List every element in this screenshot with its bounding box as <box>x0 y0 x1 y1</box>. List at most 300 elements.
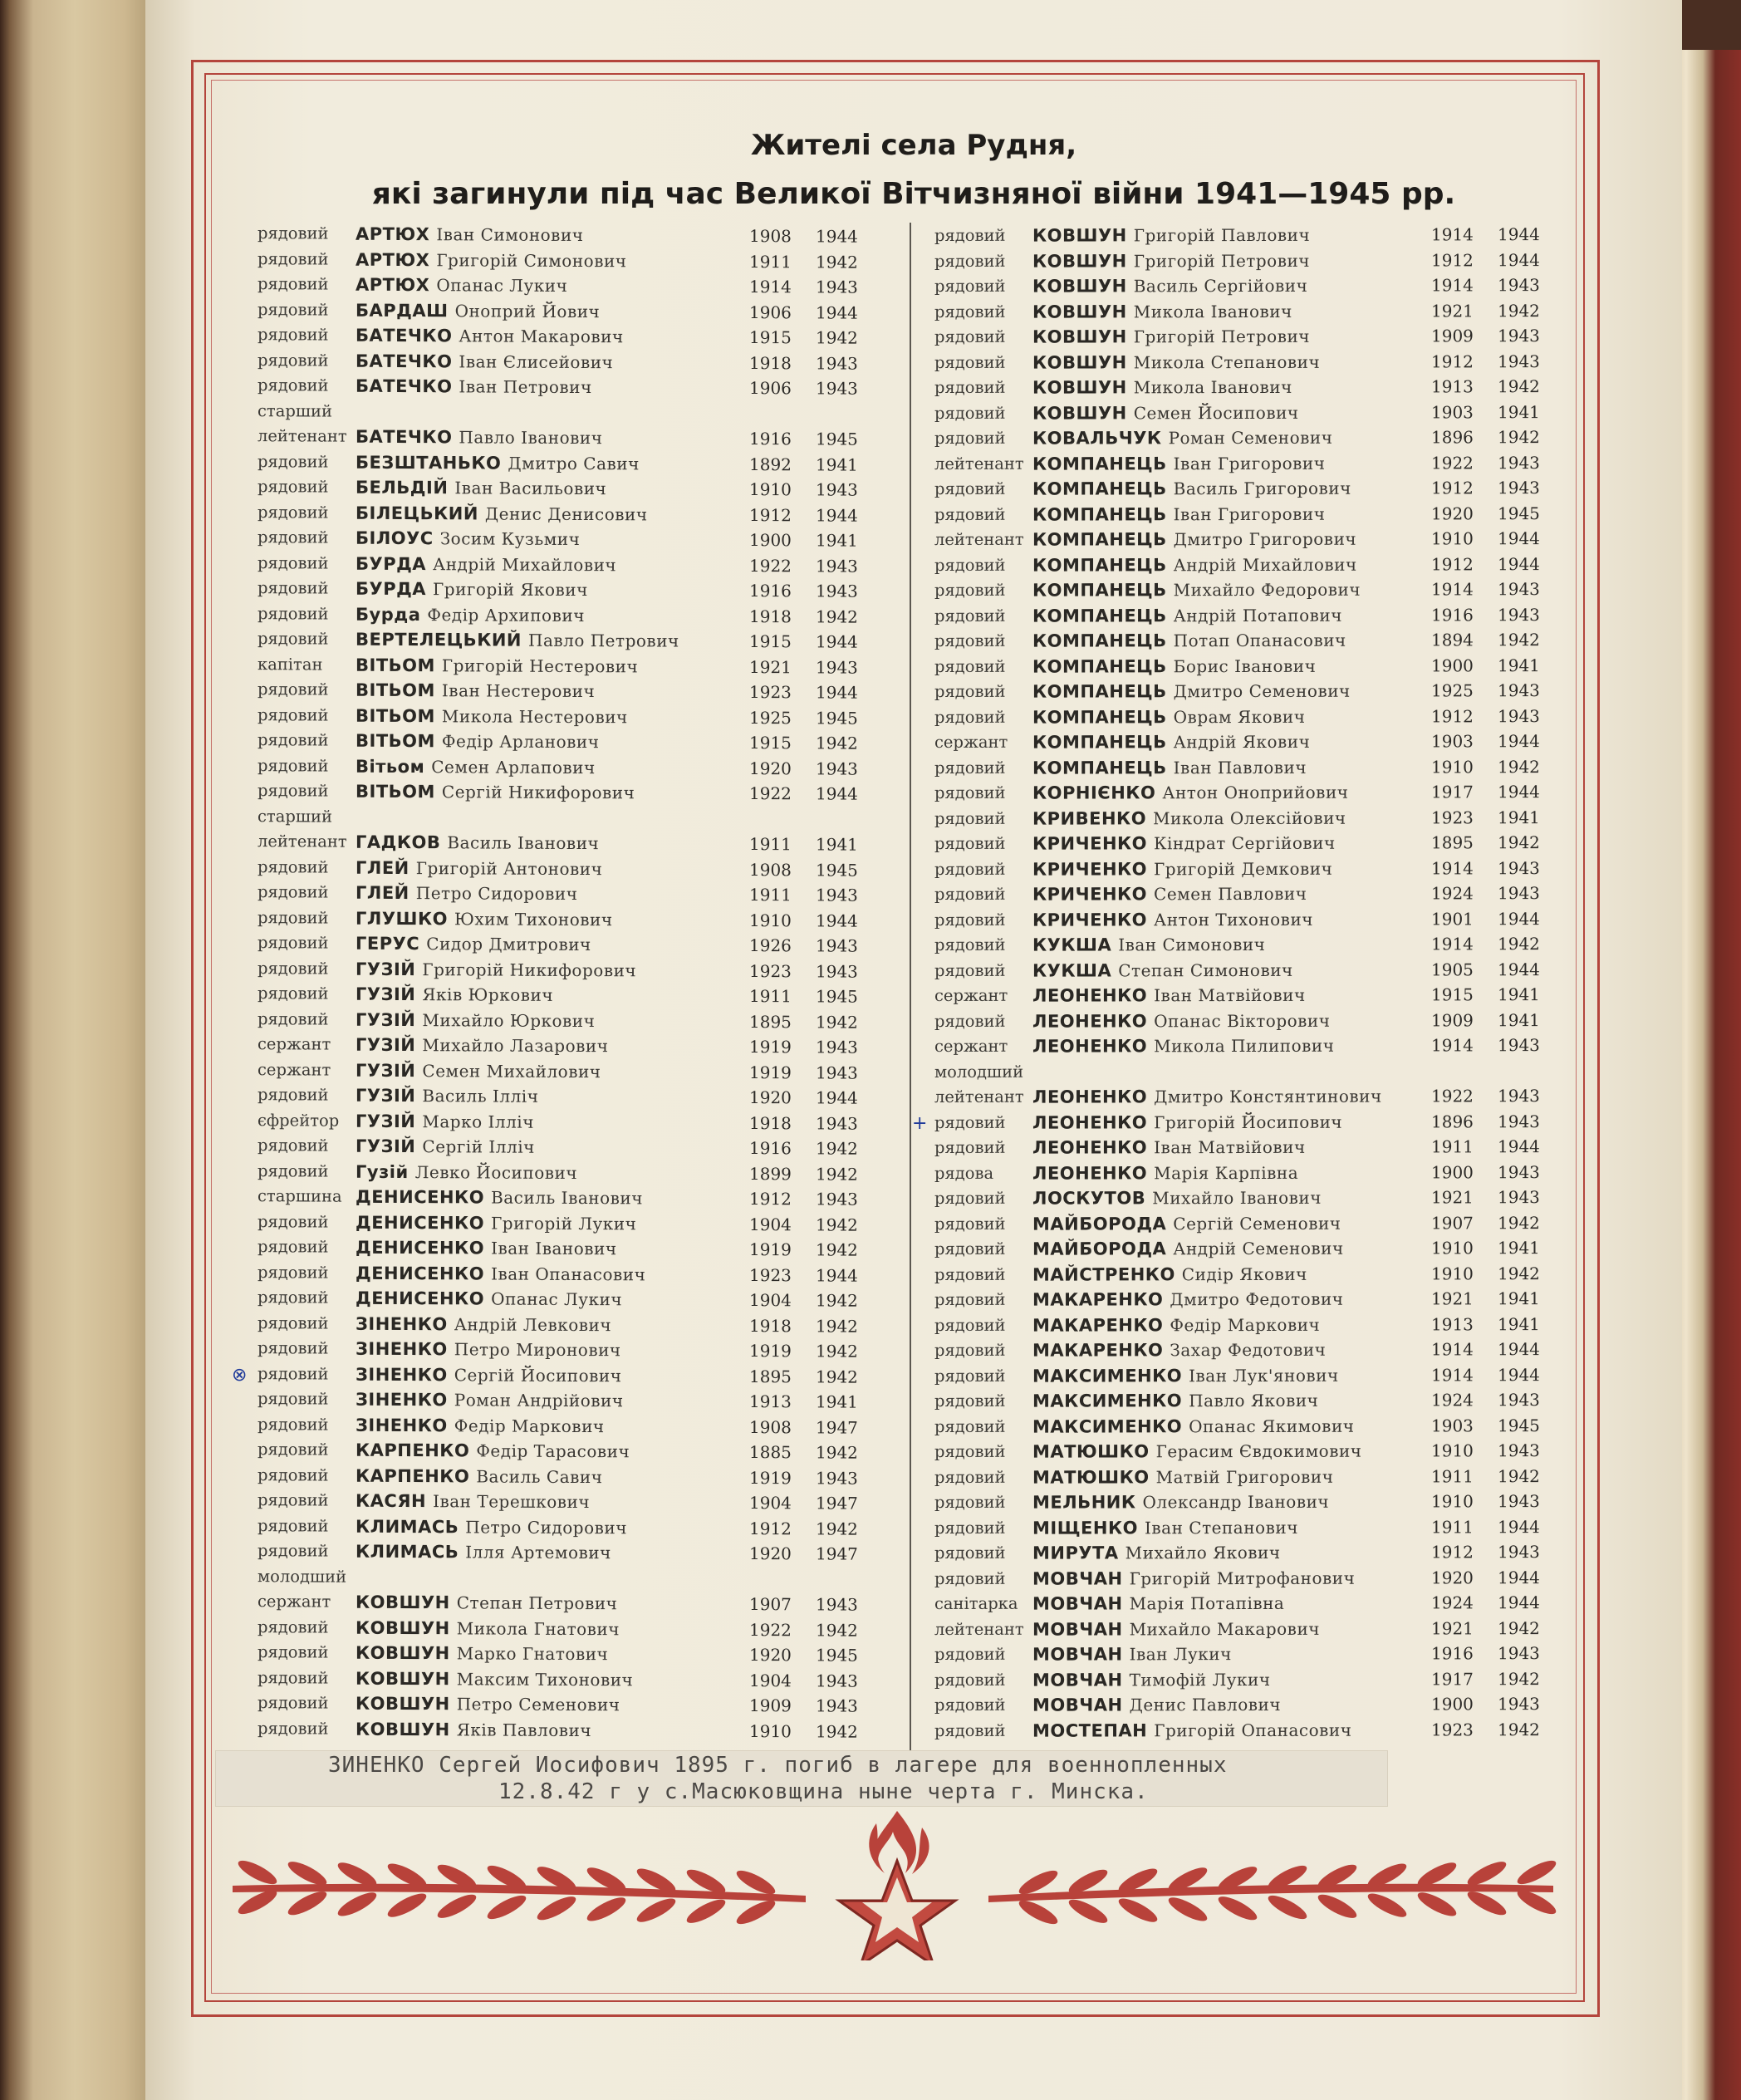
rank: сержант <box>934 732 1008 752</box>
rank: сержант <box>257 1034 331 1054</box>
surname: МОВЧАН Тимофій Лукич <box>1032 1669 1271 1690</box>
given-names: Опанас Якимович <box>1189 1416 1355 1436</box>
death-year: 1944 <box>1498 553 1540 574</box>
list-row <box>934 1387 1566 1414</box>
rank: рядовий <box>257 1389 329 1409</box>
death-year: 1942 <box>816 1442 858 1463</box>
birth-year: 1911 <box>749 251 792 272</box>
given-names: Андрій Якович <box>1173 731 1311 753</box>
list-row <box>934 272 1566 299</box>
given-names: Семен Йосипович <box>1133 402 1299 423</box>
rank: рядовий <box>934 504 1006 524</box>
birth-year: 1923 <box>1431 1719 1474 1739</box>
rank: рядовий <box>257 223 329 243</box>
given-names: Григорій Петрович <box>1133 250 1311 271</box>
death-year: 1943 <box>816 758 858 779</box>
death-year: 1943 <box>1498 351 1540 371</box>
surname: ДЕНИСЕНКО Василь Іванович <box>356 1186 643 1209</box>
list-row <box>934 1235 1566 1262</box>
death-year: 1943 <box>1498 883 1540 904</box>
surname: ГАДКОВ Василь Іванович <box>356 832 600 854</box>
surname: КОМПАНЕЦЬ Потап Опанасович <box>1032 630 1346 651</box>
list-row <box>934 1185 1566 1211</box>
surname: КОВШУН Микола Степанович <box>1032 351 1321 373</box>
death-year: 1942 <box>1498 1617 1540 1638</box>
rank: рядовий <box>934 884 1006 904</box>
given-names: Федір Маркович <box>1170 1314 1321 1335</box>
list-row <box>257 247 889 275</box>
surname: КРИЧЕНКО Семен Павлович <box>1032 883 1307 905</box>
given-names: Микола Пилипович <box>1154 1035 1335 1057</box>
rank: рядовий <box>257 1288 329 1308</box>
list-row <box>934 374 1566 400</box>
given-names: Тимофій Лукич <box>1129 1669 1271 1690</box>
rank: рядовий <box>257 730 329 750</box>
list-row <box>257 322 889 351</box>
birth-year: 1912 <box>1431 478 1474 498</box>
surname: ГУЗІЙ Михайло Лазарович <box>356 1034 609 1057</box>
rank: рядовий <box>257 1085 329 1105</box>
surname: КУКША Іван Симонович <box>1032 934 1266 955</box>
surname: БЕЛЬДІЙ Іван Васильович <box>356 477 607 499</box>
rank: рядовий <box>257 1237 329 1257</box>
surname: КОМПАНЕЦЬ Оврам Якович <box>1032 706 1306 728</box>
list-row <box>934 577 1566 603</box>
surname: МОВЧАН Денис Павлович <box>1032 1694 1282 1715</box>
list-row <box>934 1160 1566 1186</box>
birth-year: 1904 <box>749 1214 792 1234</box>
given-names: Сидор Дмитрович <box>426 934 591 955</box>
surname: ЛЕОНЕНКО Григорій Йосипович <box>1032 1111 1343 1133</box>
surname: КОМПАНЕЦЬ Іван Григорович <box>1032 453 1326 474</box>
birth-year: 1914 <box>1431 934 1474 954</box>
birth-year: 1914 <box>1431 275 1474 296</box>
list-row <box>257 1538 889 1567</box>
rank: рядова <box>934 1163 994 1183</box>
death-year: 1947 <box>816 1493 858 1514</box>
list-row <box>257 1082 889 1111</box>
rank: рядовий <box>934 1340 1006 1360</box>
surname: МЕЛЬНИК Олександр Іванович <box>1032 1491 1330 1513</box>
rank: рядовий <box>257 274 329 294</box>
star-icon <box>839 1861 955 1960</box>
list-row <box>257 399 889 427</box>
rank: рядовий <box>257 933 329 953</box>
list-row <box>257 1564 889 1592</box>
surname: ЛЕОНЕНКО Марія Карпівна <box>1032 1162 1299 1184</box>
death-year: 1945 <box>816 707 858 729</box>
rank: сержант <box>257 1592 331 1612</box>
list-row <box>257 373 889 401</box>
birth-year: 1912 <box>749 504 792 525</box>
birth-year: 1910 <box>1431 1491 1474 1512</box>
surname: МОВЧАН Михайло Макарович <box>1032 1618 1320 1640</box>
rank: рядовий <box>257 958 329 979</box>
list-row <box>257 880 889 908</box>
rank: рядовий <box>934 1011 1006 1031</box>
birth-year: 1912 <box>1431 705 1474 726</box>
death-year: 1942 <box>816 1315 858 1337</box>
birth-year: 1922 <box>749 555 792 576</box>
given-names: Оноприй Йович <box>454 300 601 321</box>
given-names: Григорій Опанасович <box>1154 1720 1352 1740</box>
rank: рядовий <box>934 1239 1006 1259</box>
list-row <box>257 652 889 680</box>
surname: КОВШУН Степан Петрович <box>356 1592 618 1614</box>
list-row <box>934 729 1566 755</box>
birth-year: 1916 <box>749 1138 792 1159</box>
given-names: Григорій Йосипович <box>1154 1111 1343 1132</box>
birth-year: 1911 <box>1431 1465 1474 1486</box>
rank: рядовий <box>257 1515 329 1536</box>
birth-year: 1912 <box>1431 1542 1474 1563</box>
given-names: Ілля Артемович <box>465 1542 611 1563</box>
given-names: Дмитро Констянтинович <box>1154 1086 1382 1107</box>
birth-year: 1904 <box>749 1290 792 1311</box>
birth-year: 1924 <box>1431 1592 1474 1613</box>
rank: рядовий <box>257 451 329 472</box>
rank: молодший <box>934 1062 1024 1082</box>
birth-year: 1912 <box>1431 553 1474 574</box>
given-names: Петро Сидорович <box>465 1516 627 1538</box>
list-row <box>934 552 1566 578</box>
rank: сержант <box>934 985 1008 1005</box>
surname: БАТЕЧКО Іван Петрович <box>356 375 592 398</box>
death-year: 1943 <box>1498 1694 1540 1715</box>
given-names: Іван Григорович <box>1173 453 1326 473</box>
surname: ЛЕОНЕНКО Іван Матвійович <box>1032 984 1306 1006</box>
given-names: Павло Іванович <box>459 427 603 449</box>
list-row <box>934 957 1566 984</box>
death-year: 1942 <box>1498 1263 1540 1283</box>
birth-year: 1917 <box>1431 782 1474 802</box>
given-names: Микола Гнатович <box>456 1617 620 1639</box>
given-names: Кіндрат Сергійович <box>1154 832 1336 854</box>
death-year: 1943 <box>1498 1187 1540 1208</box>
rank: рядовий <box>257 375 329 395</box>
death-year: 1944 <box>816 226 858 247</box>
surname: МОВЧАН Іван Лукич <box>1032 1644 1232 1665</box>
rank: рядовий <box>934 833 1006 853</box>
list-row <box>934 222 1566 248</box>
list-row <box>934 424 1566 451</box>
given-names: Борис Іванович <box>1173 655 1317 676</box>
birth-year: 1914 <box>1431 1035 1474 1056</box>
death-year: 1942 <box>816 733 858 753</box>
list-row <box>934 501 1566 527</box>
list-row <box>934 1413 1566 1440</box>
rank: лейтенант <box>934 1087 1024 1106</box>
birth-year: 1919 <box>749 1341 792 1362</box>
list-row <box>257 551 889 579</box>
surname: МАТЮШКО Герасим Євдокимович <box>1032 1440 1362 1462</box>
note-line-2: 12.8.42 г у с.Масюковщина ныне черта г. Минска. <box>498 1779 1149 1804</box>
given-names: Зосим Кузьмич <box>439 528 581 550</box>
birth-year: 1921 <box>1431 1187 1474 1208</box>
list-row <box>934 1539 1566 1566</box>
birth-year: 1915 <box>749 733 792 753</box>
given-names: Іван Опанасович <box>491 1263 646 1284</box>
given-names: Олександр Іванович <box>1142 1491 1330 1513</box>
surname: КОВШУН Семен Йосипович <box>1032 402 1299 424</box>
birth-year: 1903 <box>1431 401 1474 422</box>
surname: ГУЗІЙ Сергій Ілліч <box>356 1136 535 1157</box>
death-year: 1943 <box>1498 604 1540 625</box>
list-row <box>257 1184 889 1212</box>
birth-year: 1924 <box>1431 883 1474 904</box>
death-year: 1943 <box>816 935 858 956</box>
given-names: Петро Миронович <box>454 1339 621 1361</box>
death-year: 1943 <box>1498 1111 1540 1131</box>
given-names: Семен Михайлович <box>422 1060 601 1082</box>
given-names: Андрій Левкович <box>454 1313 612 1335</box>
rank: рядовий <box>257 755 329 776</box>
birth-year: 1901 <box>1431 908 1474 929</box>
given-names: Михайло Лазарович <box>422 1035 609 1057</box>
list-row <box>257 1412 889 1440</box>
rank: капітан <box>257 654 323 675</box>
death-year: 1944 <box>816 631 858 652</box>
birth-year: 1916 <box>749 581 792 601</box>
birth-year: 1918 <box>749 1315 792 1336</box>
list-row <box>934 1109 1566 1136</box>
surname: КОВШУН Максим Тихонович <box>356 1668 634 1690</box>
death-year: 1944 <box>1498 1136 1540 1157</box>
death-year: 1944 <box>1498 959 1540 979</box>
surname: БУРДА Григорій Якович <box>356 578 588 601</box>
given-names: Іван Терешкович <box>433 1491 591 1513</box>
given-names: Іван Васильович <box>454 478 607 499</box>
given-names: Степан Петрович <box>456 1592 618 1614</box>
surname <box>356 804 362 830</box>
given-names: Василь Іванович <box>491 1187 643 1209</box>
list-row <box>934 298 1566 325</box>
surname: БУРДА Андрій Михайлович <box>356 553 617 575</box>
surname: ЛОСКУТОВ Михайло Іванович <box>1032 1187 1322 1209</box>
birth-year: 1910 <box>749 479 792 500</box>
given-names: Сергій Ілліч <box>422 1136 535 1157</box>
list-row <box>257 1209 889 1238</box>
list-row <box>934 931 1566 958</box>
given-names: Іван Симонович <box>1118 934 1266 955</box>
surname: КОВШУН Григорій Павлович <box>1032 224 1311 246</box>
given-names: Григорій Лукич <box>491 1213 637 1234</box>
birth-year: 1920 <box>749 1087 792 1108</box>
given-names: Максим Тихонович <box>456 1668 634 1690</box>
death-year: 1943 <box>1498 478 1540 498</box>
surname: ГЛЕЙ Петро Сидорович <box>356 882 578 905</box>
list-row <box>934 1616 1566 1642</box>
list-row <box>934 1438 1566 1465</box>
surname: ГУЗІЙ Марко Ілліч <box>356 1111 534 1132</box>
death-year: 1943 <box>816 378 858 399</box>
surname: БІЛОУС Зосим Кузьмич <box>356 527 581 550</box>
rank: рядовий <box>257 325 329 345</box>
given-names: Марія Карпівна <box>1154 1162 1299 1183</box>
rank: рядовий <box>257 350 329 370</box>
given-names: Денис Павлович <box>1129 1694 1282 1715</box>
death-year: 1943 <box>1498 680 1540 701</box>
death-year: 1942 <box>816 1290 858 1311</box>
given-names: Василь Савич <box>476 1465 603 1487</box>
list-row <box>934 1210 1566 1237</box>
surname: БІЛЕЦЬКИЙ Денис Денисович <box>356 503 648 524</box>
death-year: 1944 <box>1498 528 1540 549</box>
birth-year: 1923 <box>1431 807 1474 827</box>
list-row <box>257 1133 889 1161</box>
death-year: 1943 <box>816 555 858 577</box>
birth-year: 1916 <box>749 429 792 449</box>
list-row <box>934 1489 1566 1515</box>
given-names: Федір Маркович <box>454 1415 605 1436</box>
rank: лейтенант <box>934 529 1024 549</box>
surname: КОРНІЄНКО Антон Оноприйович <box>1032 782 1349 803</box>
death-year: 1943 <box>1498 1035 1540 1056</box>
rank: рядовий <box>257 299 329 320</box>
birth-year: 1912 <box>1431 249 1474 270</box>
surname: КОМПАНЕЦЬ Михайло Федорович <box>1032 579 1361 601</box>
given-names: Петро Сидорович <box>415 883 578 905</box>
surname: МОСТЕПАН Григорій Опанасович <box>1032 1720 1352 1741</box>
list-row <box>257 1640 889 1668</box>
given-names: Петро Семенович <box>456 1694 620 1715</box>
rank: рядовий <box>934 1518 1006 1538</box>
rank: рядовий <box>934 1416 1006 1436</box>
rank: рядовий <box>934 1467 1006 1487</box>
death-year: 1942 <box>816 1366 858 1387</box>
list-row <box>257 1007 889 1035</box>
list-row <box>934 475 1566 502</box>
death-year: 1945 <box>1498 1415 1540 1435</box>
birth-year: 1906 <box>749 302 792 322</box>
death-year: 1943 <box>1498 857 1540 878</box>
birth-year: 1925 <box>749 707 792 728</box>
surname: ЗІНЕНКО Андрій Левкович <box>356 1313 612 1335</box>
death-year: 1941 <box>816 1391 858 1412</box>
given-names: Григорій Петрович <box>1133 326 1311 347</box>
given-names: Сергій Йосипович <box>454 1364 622 1386</box>
surname: ЗІНЕНКО Роман Андрійович <box>356 1389 624 1411</box>
birth-year: 1914 <box>1431 1339 1474 1360</box>
surname: ВІТЬОМ Сергій Никифорович <box>356 781 635 803</box>
given-names: Андрій Семенович <box>1173 1238 1344 1259</box>
death-year: 1942 <box>816 327 858 348</box>
list-row <box>257 1488 889 1516</box>
birth-year: 1906 <box>749 378 792 399</box>
rank: рядовий <box>934 1568 1006 1588</box>
death-year: 1943 <box>1498 705 1540 726</box>
surname: МАЙБОРОДА Сергій Семенович <box>1032 1213 1341 1234</box>
death-year: 1943 <box>816 1594 858 1615</box>
birth-year: 1905 <box>1431 959 1474 979</box>
surname: ЛЕОНЕНКО Іван Матвійович <box>1032 1136 1306 1158</box>
rank: рядовий <box>257 552 329 573</box>
list-row <box>257 1362 889 1390</box>
surname: МАКАРЕНКО Федір Маркович <box>1032 1314 1321 1336</box>
death-year: 1944 <box>816 783 858 804</box>
death-year: 1942 <box>1498 1212 1540 1233</box>
list-row <box>934 400 1566 426</box>
list-row <box>257 753 889 782</box>
death-year: 1944 <box>816 1087 858 1108</box>
surname: БАТЕЧКО Іван Єлисейович <box>356 351 614 372</box>
rank: рядовий <box>257 704 329 725</box>
death-year: 1942 <box>816 1011 858 1033</box>
rank: рядовий <box>257 1136 329 1155</box>
surname: ГУЗІЙ Михайло Юркович <box>356 1009 596 1031</box>
death-year: 1944 <box>1498 731 1540 752</box>
list-row <box>934 1337 1566 1363</box>
birth-year: 1910 <box>1431 1238 1474 1259</box>
rank: рядовий <box>934 1391 1006 1411</box>
given-names: Денис Денисович <box>484 503 648 524</box>
birth-year: 1921 <box>1431 300 1474 321</box>
surname: КРИВЕНКО Микола Олексійович <box>1032 807 1346 829</box>
death-year: 1943 <box>1498 275 1540 296</box>
birth-year: 1911 <box>749 834 792 855</box>
birth-year: 1912 <box>749 1518 792 1538</box>
list-row <box>934 526 1566 552</box>
surname: ЗІНЕНКО Сергій Йосипович <box>356 1364 622 1386</box>
given-names: Андрій Потапович <box>1173 605 1342 626</box>
list-row <box>257 1463 889 1491</box>
rank: рядовий <box>257 1440 329 1460</box>
birth-year: 1895 <box>1431 832 1474 853</box>
rank: рядовий <box>257 1363 329 1384</box>
surname: ДЕНИСЕНКО Іван Іванович <box>356 1237 617 1259</box>
surname <box>1032 1059 1039 1085</box>
list-row <box>934 1691 1566 1718</box>
death-year: 1942 <box>816 1239 858 1260</box>
given-names: Михайло Іванович <box>1152 1187 1322 1209</box>
birth-year: 1923 <box>749 960 792 981</box>
birth-year: 1921 <box>1431 1617 1474 1638</box>
death-year: 1944 <box>816 504 858 526</box>
rank: рядовий <box>934 1214 1006 1234</box>
rank: рядовий <box>257 603 329 624</box>
surname <box>356 1564 362 1590</box>
given-names: Іван Матвійович <box>1154 984 1306 1006</box>
list-row <box>257 601 889 630</box>
death-year: 1941 <box>1498 1009 1540 1030</box>
birth-year: 1923 <box>749 682 792 703</box>
given-names: Григорій Никифорович <box>422 959 637 980</box>
surname: КОМПАНЕЦЬ Дмитро Семенович <box>1032 680 1351 702</box>
rank: рядовий <box>257 1465 329 1485</box>
list-row <box>934 704 1566 730</box>
surname: КОМПАНЕЦЬ Василь Григорович <box>1032 478 1351 499</box>
given-names: Іван Іванович <box>491 1238 617 1259</box>
list-row <box>934 1565 1566 1592</box>
list-row <box>257 1716 889 1744</box>
death-year: 1942 <box>1498 1465 1540 1486</box>
list-row <box>257 576 889 604</box>
rank: рядовий <box>934 225 1006 245</box>
rank: рядовий <box>257 502 329 523</box>
surname: КОМПАНЕЦЬ Андрій Михайлович <box>1032 554 1357 576</box>
surname: ЛЕОНЕНКО Дмитро Констянтинович <box>1032 1086 1382 1107</box>
given-names: Григорій Павлович <box>1133 224 1311 246</box>
death-year: 1943 <box>1498 326 1540 346</box>
list-row <box>257 956 889 984</box>
given-names: Григорій Нестерович <box>441 655 639 676</box>
column-divider <box>910 223 911 1751</box>
birth-year: 1925 <box>1431 680 1474 701</box>
rank: рядовий <box>934 1644 1006 1664</box>
death-year: 1943 <box>816 1695 858 1716</box>
birth-year: 1911 <box>749 885 792 905</box>
rank: рядовий <box>934 935 1006 954</box>
